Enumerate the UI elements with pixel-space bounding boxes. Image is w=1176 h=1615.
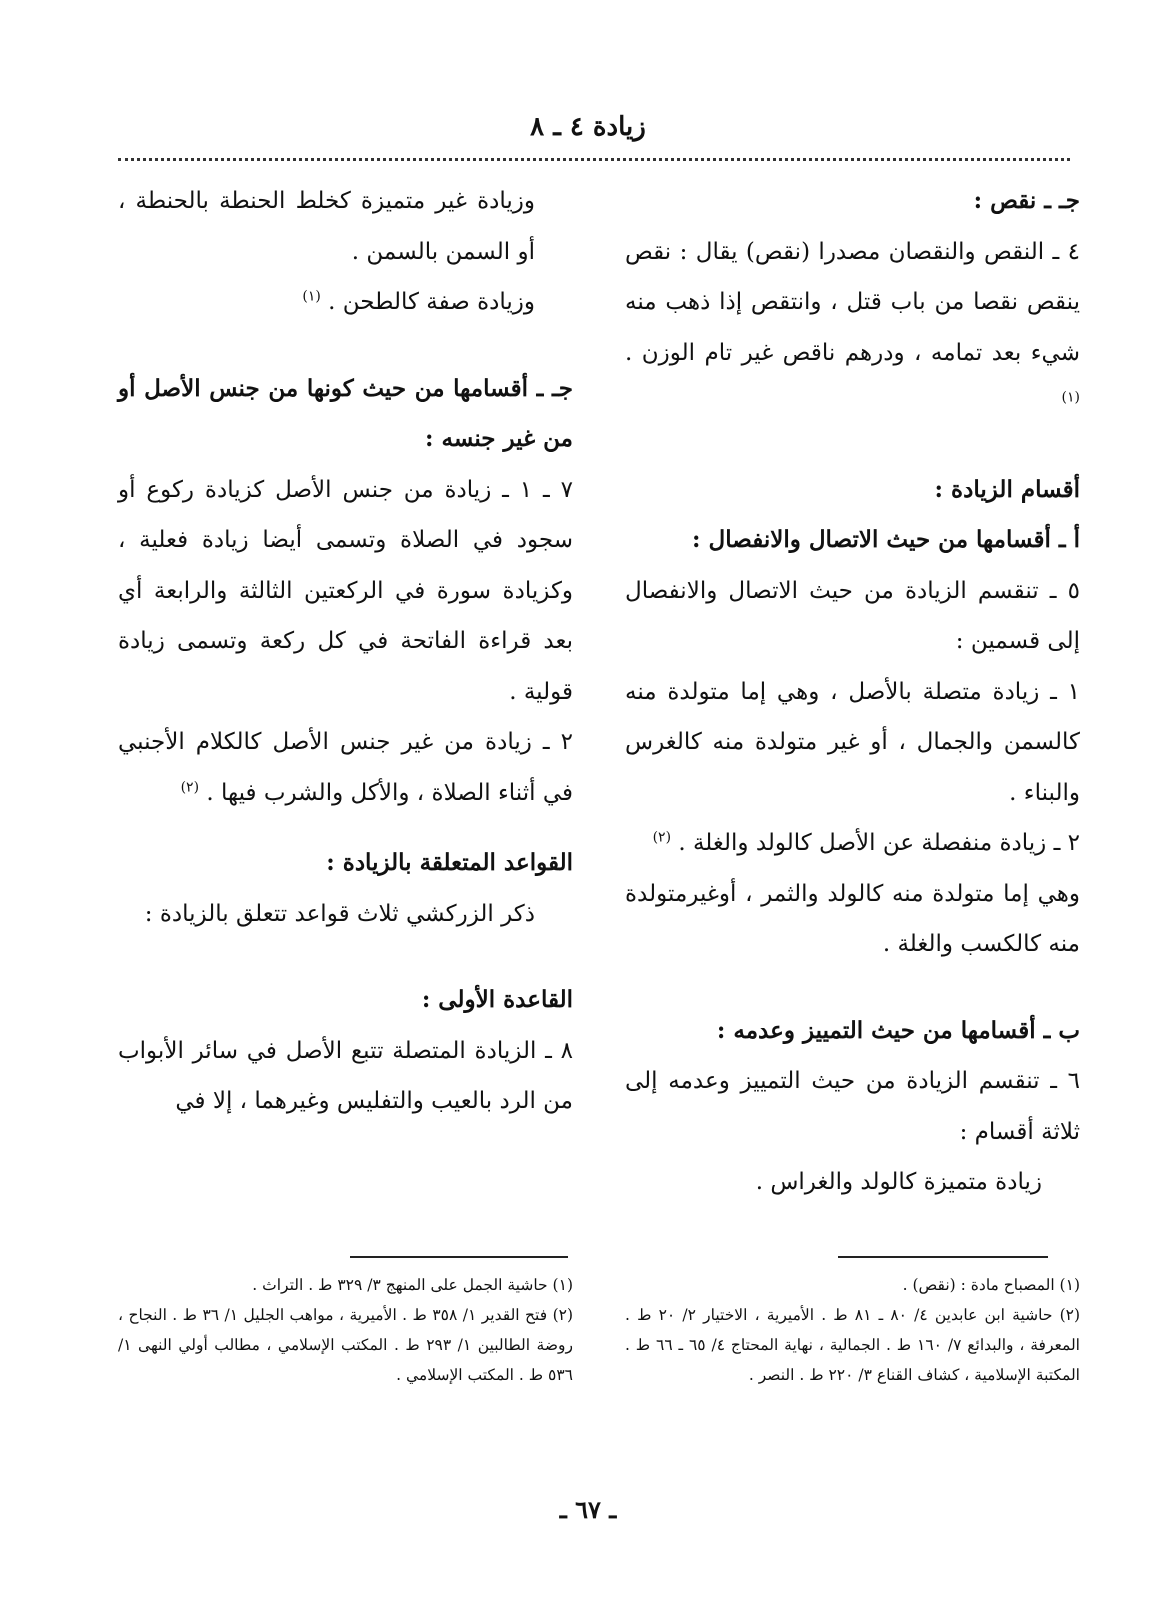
footnotes-left — [118, 1270, 573, 1390]
header-divider — [118, 158, 1070, 161]
footnote-1: (١) المصباح مادة : (نقص) . — [902, 1276, 1080, 1294]
item-connected: ١ ـ زيادة متصلة بالأصل ، وهي إما متولدة منه كالسمن والجمال ، أو غير متولدة منه كالغرس والبناء . — [625, 678, 1080, 806]
subheading-c: جـ ـ أقسامها من حيث كونها من جنس الأصل أو من غير جنسه : — [118, 374, 573, 452]
right-column — [625, 176, 1080, 1208]
item-non-distinct: وزيادة غير متميزة كخلط الحنطة بالحنطة ، أو السمن بالسمن . — [118, 188, 535, 265]
section-heading-naqs: جـ ـ نقص : — [973, 187, 1080, 214]
footnote-1: (١) حاشية الجمل على المنهج ٣/ ٣٢٩ ط . التراث . — [252, 1276, 573, 1294]
subheading-b: ب ـ أقسامها من حيث التمييز وعدمه : — [716, 1016, 1080, 1044]
left-column — [118, 176, 573, 1127]
item-separate-detail: وهي إما متولدة منه كالولد والثمر ، أوغيرمتولدة منه كالكسب والغلة . — [625, 880, 1080, 957]
footnote-ref: (١) — [302, 288, 321, 305]
item-separate: ٢ ـ زيادة منفصلة عن الأصل كالولد والغلة . $^{(٢)}$ — [652, 829, 1080, 856]
paragraph-7: ٧ ـ ١ ـ زيادة من جنس الأصل كزيادة ركوع أو سجود في الصلاة وتسمى أيضا زيادة فعلية ، وكزيادة سورة في الركعتين الثالثة والرابعة أي بعد قراءة الفاتحة في كل ركعة وتسمى زيادة قولية . — [118, 476, 573, 705]
page-number: ـ ٦٧ ـ — [559, 1495, 617, 1524]
footnote-2: (٢) فتح القدير ١/ ٣٥٨ ط . الأميرية ، مواهب الجليل ١/ ٣٦ ط . النجاح ، روضة الطالبين ١/ ٢٩٣ ط . المكتب الإسلامي ، مطالب أولي النهى ١/ ٥٣٦ ط . المكتب الإسلامي . — [118, 1306, 574, 1384]
item-other-kind: ٢ ـ زيادة من غير جنس الأصل كالكلام الأجنبي في أثناء الصلاة ، والأكل والشرب فيها . $^{(٢)}$ — [118, 729, 573, 806]
paragraph-8: ٨ ـ الزيادة المتصلة تتبع الأصل في سائر الأبواب من الرد بالعيب والتفليس وغيرهما ، إلا في — [118, 1037, 573, 1114]
footnotes-right — [625, 1270, 1080, 1390]
item-distinct: زيادة متميزة كالولد والغراس . — [755, 1169, 1042, 1195]
footnote-ref: (١) — [1061, 389, 1080, 406]
item-attribute: وزيادة صفة كالطحن . $^{(١)}$ — [302, 288, 535, 315]
footnote-ref: (٢) — [180, 778, 200, 795]
footnote-ref: (٢) — [652, 829, 672, 846]
running-header: زيادة ٤ ـ ٨ — [530, 112, 646, 142]
footnote-divider-right — [838, 1256, 1048, 1258]
paragraph-5: ٥ ـ تنقسم الزيادة من حيث الاتصال والانفصال إلى قسمين : — [625, 577, 1080, 654]
subheading-a: أ ـ أقسامها من حيث الاتصال والانفصال : — [692, 526, 1080, 553]
paragraph-6: ٦ ـ تنقسم الزيادة من حيث التمييز وعدمه إلى ثلاثة أقسام : — [625, 1068, 1080, 1145]
footnote-2: (٢) حاشية ابن عابدين ٤/ ٨٠ ـ ٨١ ط . الأميرية ، الاختيار ٢/ ٢٠ ط . المعرفة ، والبدائع ٧/ ١٦٠ ط . الجمالية ، نهاية المحتاج ٤/ ٦٥ ـ ٦٦ ط . المكتبة الإسلامية ، كشاف القناع ٣/ ٢٢٠ ط . النصر . — [625, 1306, 1081, 1384]
section-heading-divisions: أقسام الزيادة : — [934, 475, 1080, 503]
paragraph-4: ٤ ـ النقص والنقصان مصدرا (نقص) يقال : نقص ينقص نقصا من باب قتل ، وانتقص إذا ذهب منه شيء بعد تمامه ، ودرهم ناقص غير تام الوزن . $^{(١)}$ — [625, 238, 1080, 406]
section-heading-rules: القواعد المتعلقة بالزيادة : — [326, 849, 573, 876]
rules-intro: ذكر الزركشي ثلاث قواعد تتعلق بالزيادة : — [144, 900, 535, 927]
subheading-first-rule: القاعدة الأولى : — [421, 986, 573, 1013]
footnote-divider-left — [350, 1256, 568, 1258]
